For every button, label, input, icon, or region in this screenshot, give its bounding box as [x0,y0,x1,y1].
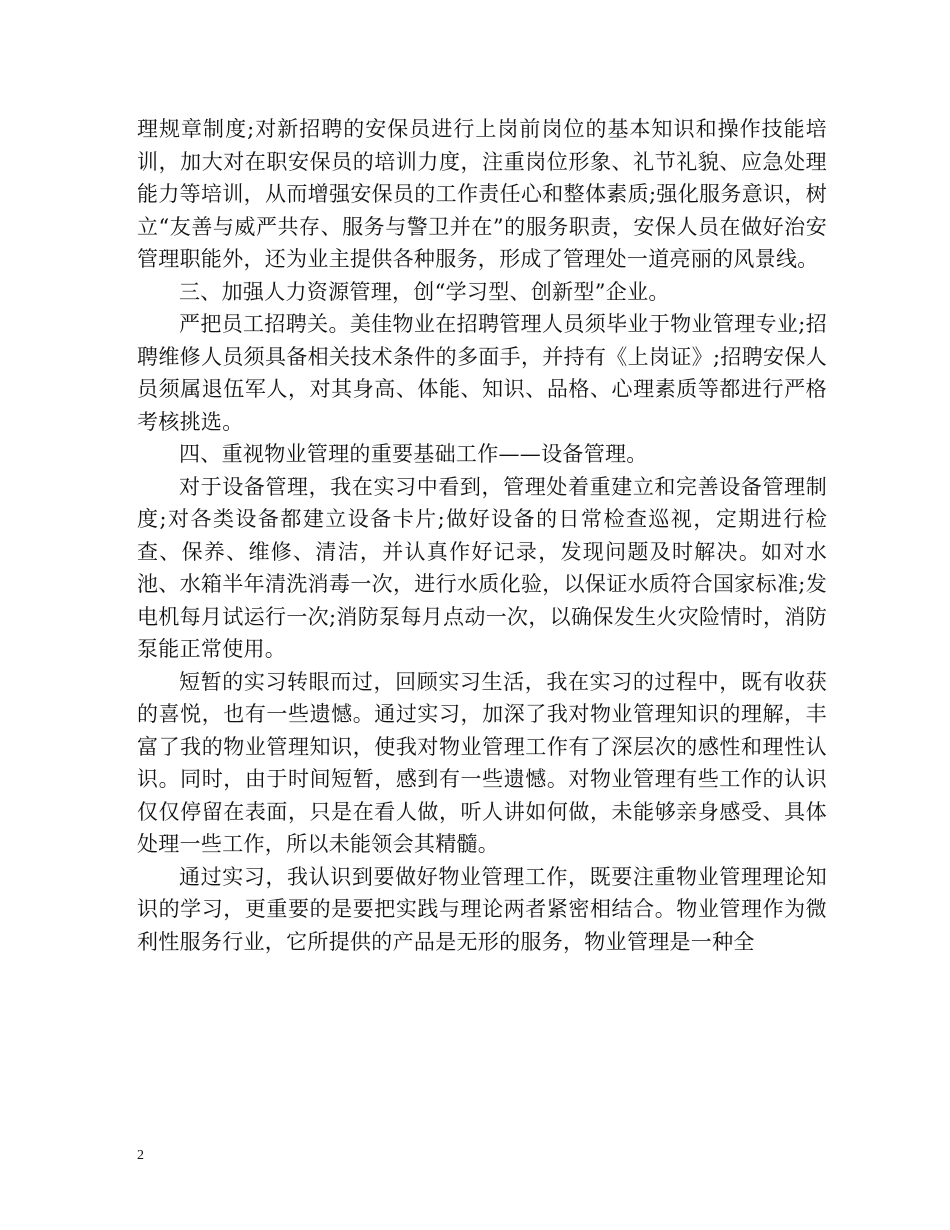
paragraph-2: 三、加强人力资源管理，创“学习型、创新型”企业。 [179,279,670,304]
paragraph-4: 四、重视物业管理的重要基础工作——设备管理。 [179,442,648,466]
paragraph-5: 对于设备管理，我在实习中看到，管理处着重建立和完善设备管理制度;对各类设备都建立设备卡片;做好设备的日常检查巡视，定期进行检查、保养、维修、清洁，并认真作好记录，发现问题及时解决。如对水池、水箱半年清洗消毒一次，进行水质化验，以保证水质符合国家标准;发电机每月试运行一次;消防泵每月点动一次，以确保发生火灾险情时，消防泵能正常使用。 [137,474,827,661]
paragraph-7: 通过实习，我认识到要做好物业管理工作，既要注重物业管理理论知识的学习，更重要的是要把实践与理论两者紧密相结合。物业管理作为微利性服务行业，它所提供的产品是无形的服务，物业管理是一种全 [137,864,827,954]
paragraph-1: 理规章制度;对新招聘的安保员进行上岗前岗位的基本知识和操作技能培训，加大对在职安保员的培训力度，注重岗位形象、礼节礼貌、应急处理能力等培训，从而增强安保员的工作责任心和整体素质;强化服务意识，树立“友善与威严共存、服务与警卫并在”的服务职责，安保人员在做好治安管理职能外，还为业主提供各种服务，形成了管理处一道亮丽的风景线。 [137,117,827,271]
paragraph-3: 严把员工招聘关。美佳物业在招聘管理人员须毕业于物业管理专业;招聘维修人员须具备相关技术条件的多面手，并持有《上岗证》;招聘安保人员须属退伍军人，对其身高、体能、知识、品格、心理素质等都进行严格考核挑选。 [137,312,827,434]
document-body [137,113,827,958]
page-number: 2 [137,1148,144,1163]
paragraph-6: 短暂的实习转眼而过，回顾实习生活，我在实习的过程中，既有收获的喜悦，也有一些遗憾。通过实习，加深了我对物业管理知识的理解，丰富了我的物业管理知识，使我对物业管理工作有了深层次的感性和理性认识。同时，由于时间短暂，感到有一些遗憾。对物业管理有些工作的认识仅仅停留在表面，只是在看人做，听人讲如何做，未能够亲身感受、具体处理一些工作，所以未能领会其精髓。 [137,669,827,856]
